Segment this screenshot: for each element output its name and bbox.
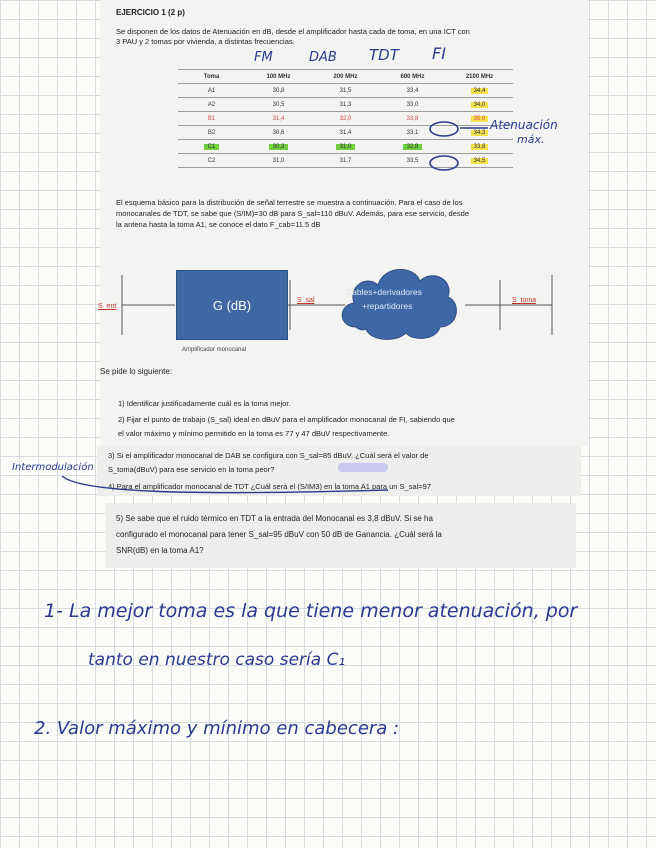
header-2100mhz: 2100 MHz [446,70,513,84]
hand-label-tdt: TDT [369,46,399,64]
question-3-cont: S_toma(dBuV) para ese servicio en la toma peor? [108,465,275,474]
question-2: 2) Fijar el punto de trabajo (S_sal) ideal en dBuV para el amplificador monocanal de FI, sabiendo que [118,415,455,424]
max-attenuation-marks [420,115,490,175]
gain-block [176,270,288,340]
cell [446,98,513,112]
header-200mhz: 200 MHz [312,70,379,84]
highlighted-value: 30,3 [269,144,289,150]
highlighted-value: 31,0 [336,144,356,150]
answer-1-cont: tanto en nuestro caso sería C₁ [88,650,346,670]
cell-toma: B2 [178,126,245,140]
signal-output-label: S_sal [297,297,315,304]
annotation-atenuacion: Atenuación [490,118,558,132]
highlighted-value: 35,0 [471,116,489,122]
highlighted-value: 34,5 [471,158,489,164]
cell: 31,7 [312,154,379,168]
question-3: 3) Si el amplificador monocanal de DAB se configura con S_sal=85 dBuV. ¿Cuál será el valor de [108,451,429,460]
cell [245,140,312,154]
cell: 32,0 [312,112,379,126]
cell: 33,0 [379,98,446,112]
highlighted-value: 32,8 [403,144,423,150]
signal-entry-label: S_ent [98,303,117,310]
cell: 30,6 [245,126,312,140]
cell-toma [178,140,245,154]
highlighted-value: 33,8 [471,144,489,150]
cell: 30,5 [245,98,312,112]
cell: 31,4 [245,112,312,126]
annotation-max: máx. [517,133,545,146]
cell-toma: B1 [178,112,245,126]
cloud-icon [336,257,462,343]
cell: 33,1 [379,126,446,140]
diagram-caption: Amplificador monocanal [182,347,247,353]
cloud-text-2: +repartidores [362,301,413,311]
cell: 33,4 [379,84,446,98]
answer-1: 1- La mejor toma es la que tiene menor atenuación, por [44,600,578,622]
hand-label-fm: FM [254,50,273,65]
scheme-line-2: monocanales de TDT, se sabe que (S/IM)=30 dB para S_sal=110 dBuV. Además, para ese servicio, desde [116,209,469,218]
cell: 33,8 [379,112,446,126]
scheme-line-1: El esquema básico para la distribución de señal terrestre se muestra a continuación. Para el caso de los [116,198,463,207]
cell: 31,4 [312,126,379,140]
highlighted-value: 34,3 [471,130,489,136]
cell-toma: A1 [178,84,245,98]
asks-heading: Se pide lo siguiente: [100,367,173,376]
table-row [178,84,513,98]
exercise-title: EJERCICIO 1 (2 p) [116,8,185,17]
intro-line-2: 3 PAU y 2 tomas por vivienda, a distintas frecuencias. [116,37,295,46]
cloud-text-1: Cables+derivadores [346,287,422,297]
intro-line-1: Se disponen de los datos de Atenuación en dB, desde el amplificador hasta cada de toma, en una ICT con [116,27,470,36]
intermod-underline-icon [60,474,390,500]
cell: 31,3 [312,98,379,112]
cell-toma: A2 [178,98,245,112]
question-1: 1) Identificar justificadamente cuál es la toma mejor. [118,399,291,408]
cell [446,84,513,98]
cell: 33,5 [379,154,446,168]
hand-label-dab: DAB [309,50,337,65]
scheme-line-3: la antena hasta la toma A1, se conoce el dato F_cab=11.5 dB [116,220,321,229]
hand-label-fi: FI [432,44,446,63]
question-2-cont: el valor máximo y mínimo permitido en la toma es 77 y 47 dBuV respectivamente. [118,429,390,438]
cell-toma: C2 [178,154,245,168]
header-100mhz: 100 MHz [245,70,312,84]
table-row [178,98,513,112]
cell: 30,8 [245,84,312,98]
cell: 31,5 [312,84,379,98]
redaction-highlight [338,463,388,472]
cell: 31,0 [245,154,312,168]
circle-c1-icon [430,156,458,170]
header-600mhz: 600 MHz [379,70,446,84]
signal-toma-label: S_toma [512,297,537,304]
highlighted-value: C1 [204,144,220,150]
highlighted-value: 34,0 [471,102,489,108]
circle-b1-icon [430,122,458,136]
question-5-cont-2: SNR(dB) en la toma A1? [116,546,204,555]
question-5-cont-1: configurado el monocanal para tener S_sal=95 dBuV con 50 dB de Ganancia. ¿Cuál será la [116,530,442,539]
question-5: 5) Se sabe que el ruido térmico en TDT a la entrada del Monocanal es 3,8 dBuV. Si se ha [116,514,433,523]
header-toma: Toma [178,70,245,84]
answer-2: 2. Valor máximo y mínimo en cabecera : [34,718,400,739]
question-4: 4) Para el amplificador monocanal de TDT ¿Cuál será el (S/IM3) en la toma A1 para un S_sal=97 [108,482,432,491]
gain-label: G (dB) [212,297,252,313]
highlighted-value: 34,4 [471,88,489,94]
intermodulacion-note: Intermodulación [12,462,94,473]
cell [312,140,379,154]
table-header-row [178,70,513,84]
